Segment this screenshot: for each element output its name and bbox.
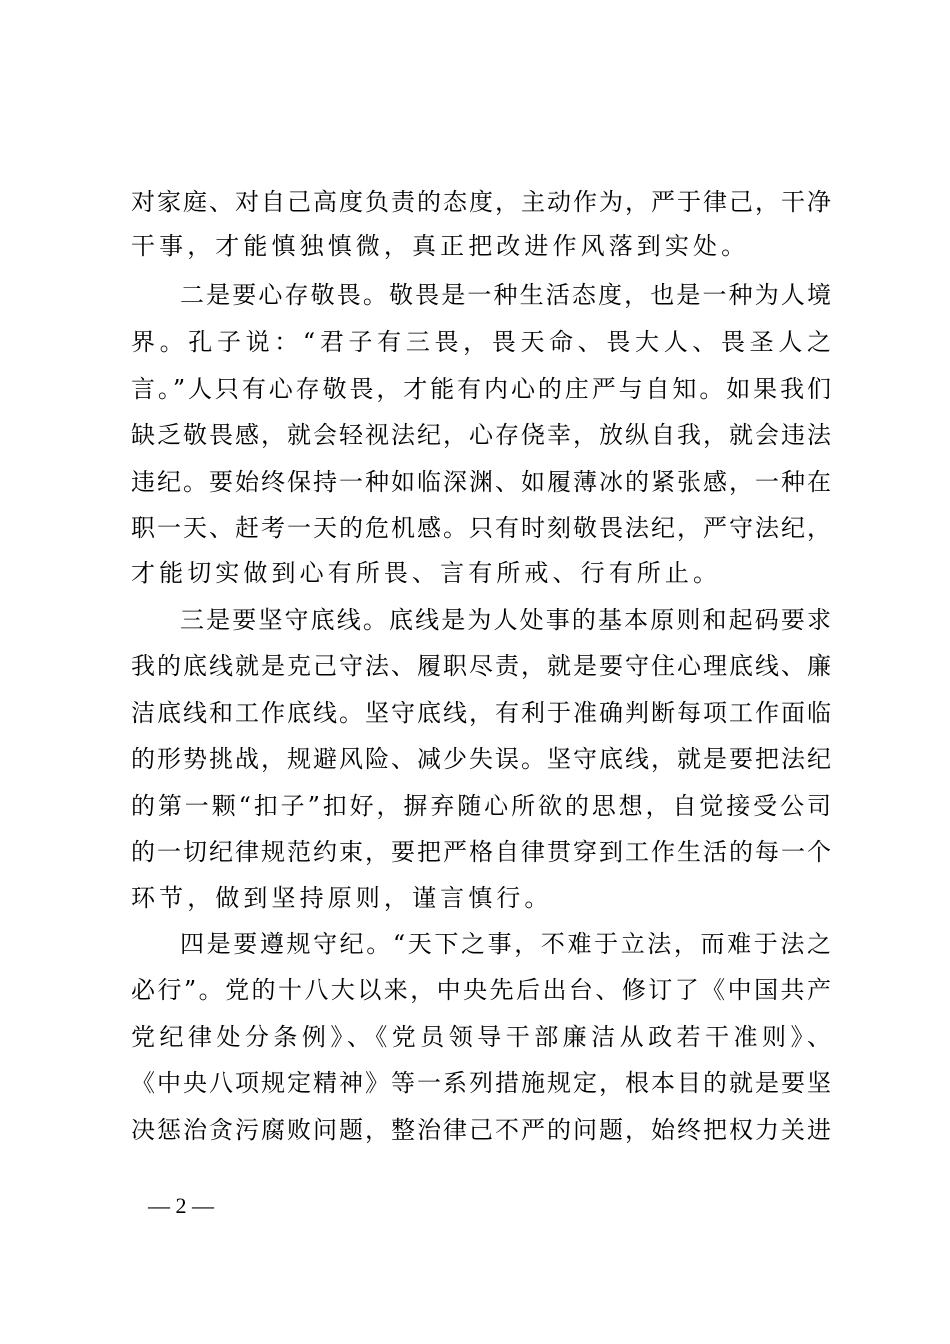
text-line: 缺乏敬畏感，就会轻视法纪，心存侥幸，放纵自我，就会违法 (131, 421, 831, 449)
page-number: — 2 — (148, 1193, 214, 1218)
text-line: 干事，才能慎独慎微，真正把改进作风落到实处。 (131, 232, 750, 260)
text-line: 洁底线和工作底线。坚守底线，有利于准确判断每项工作面临 (131, 699, 831, 727)
text-line: 界。孔子说：“君子有三畏，畏天命、畏大人、畏圣人之 (131, 328, 831, 356)
text-line: 言。”人只有心存敬畏，才能有内心的庄严与自知。如果我们 (131, 375, 831, 403)
text-line: 才能切实做到心有所畏、言有所戒、行有所止。 (131, 559, 722, 587)
text-line: 对家庭、对自己高度负责的态度，主动作为，严于律己，干净 (131, 188, 831, 216)
text-line: 《中央八项规定精神》等一系列措施规定，根本目的就是要坚 (131, 1069, 831, 1097)
text-line: 我的底线就是克己守法、履职尽责，就是要守住心理底线、廉 (131, 652, 831, 680)
text-line: 决惩治贪污腐败问题，整治律己不严的问题，始终把权力关进 (131, 1116, 831, 1144)
text-line: 的一切纪律规范约束，要把严格自律贯穿到工作生活的每一个 (131, 838, 831, 866)
text-line: 必行”。党的十八大以来，中央先后出台、修订了《中国共产 (131, 976, 831, 1004)
text-line: 的第一颗“扣子”扣好，摒弃随心所欲的思想，自觉接受公司 (131, 792, 831, 820)
paragraph-first-line: 三是要坚守底线。底线是为人处事的基本原则和起码要求 (180, 606, 831, 634)
text-line: 党纪律处分条例》、《党员领导干部廉洁从政若干准则》、 (131, 1023, 831, 1051)
text-line: 违纪。要始终保持一种如临深渊、如履薄冰的紧张感，一种在 (131, 468, 831, 496)
text-line: 环节，做到坚持原则，谨言慎行。 (131, 884, 553, 912)
text-line: 职一天、赶考一天的危机感。只有时刻敬畏法纪，严守法纪， (131, 514, 831, 542)
paragraph-first-line: 四是要遵规守纪。“天下之事，不难于立法，而难于法之 (180, 930, 831, 958)
paragraph-first-line: 二是要心存敬畏。敬畏是一种生活态度，也是一种为人境 (180, 281, 831, 309)
text-line: 的形势挑战，规避风险、减少失误。坚守底线，就是要把法纪 (131, 745, 831, 773)
